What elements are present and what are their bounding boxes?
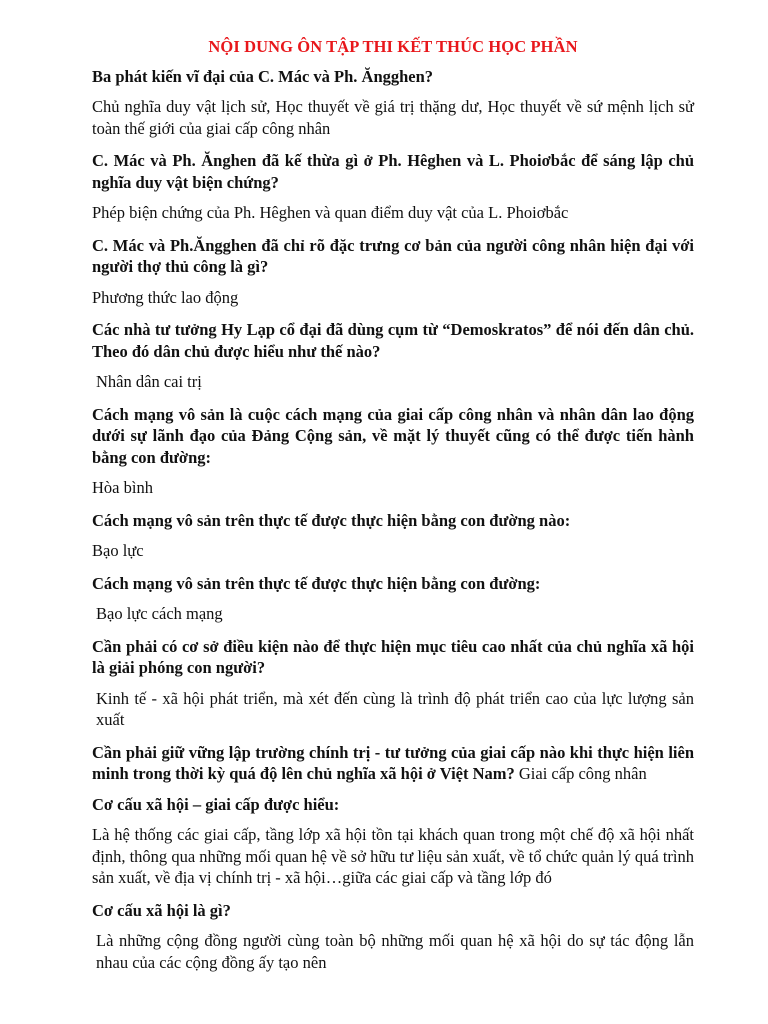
answer-9: Giai cấp công nhân — [518, 764, 647, 783]
answer-8: Kinh tế - xã hội phát triển, mà xét đến cùng là trình độ phát triển cao của lực lượng sản xuất — [96, 688, 694, 729]
question-5: Cách mạng vô sản là cuộc cách mạng của giai cấp công nhân và nhân dân lao động dưới sự lãnh đạo của Đảng Cộng sản, về mặt lý thuyết cũng có thể được tiến hành bằng con đường: — [92, 404, 694, 467]
question-10: Cơ cấu xã hội – giai cấp được hiểu: — [92, 794, 340, 814]
question-11: Cơ cấu xã hội là gì? — [92, 900, 231, 920]
question-7: Cách mạng vô sản trên thực tế được thực hiện bằng con đường: — [92, 573, 541, 593]
answer-10: Là hệ thống các giai cấp, tầng lớp xã hội tồn tại khách quan trong một chế độ xã hội nhất định, thông qua những mối quan hệ về sở hữu tư liệu sản xuất, về tổ chức quản lý quá trình sản xuất, về địa vị chính trị - xã hội…giữa các giai cấp và tầng lớp đó — [92, 825, 694, 887]
answer-4: Nhân dân cai trị — [96, 372, 202, 391]
answer-6: Bạo lực — [92, 541, 144, 560]
question-4: Các nhà tư tưởng Hy Lạp cổ đại đã dùng cụm từ “Demoskratos” để nói đến dân chủ. Theo đó dân chủ được hiểu như thế nào? — [92, 320, 694, 361]
document-title: NỘI DUNG ÔN TẬP THI KẾT THÚC HỌC PHẦN — [208, 37, 578, 56]
answer-2: Phép biện chứng của Ph. Hêghen và quan điểm duy vật của L. Phoiơbắc — [92, 203, 569, 222]
answer-7: Bạo lực cách mạng — [96, 604, 223, 623]
question-1: Ba phát kiến vĩ đại của C. Mác và Ph. Ăngghen? — [92, 66, 434, 86]
answer-1: Chủ nghĩa duy vật lịch sử, Học thuyết về giá trị thặng dư, Học thuyết về sứ mệnh lịch sử toàn thế giới của giai cấp công nhân — [92, 97, 694, 138]
question-2: C. Mác và Ph. Ănghen đã kế thừa gì ở Ph. Hêghen và L. Phoiơbắc để sáng lập chủ nghĩa duy vật biện chứng? — [92, 151, 694, 192]
question-3: C. Mác và Ph.Ăngghen đã chỉ rõ đặc trưng cơ bản của người công nhân hiện đại với người thợ thủ công là gì? — [92, 235, 694, 276]
question-9 — [92, 742, 694, 785]
answer-5: Hòa bình — [92, 478, 153, 497]
question-8: Cần phải có cơ sở điều kiện nào để thực hiện mục tiêu cao nhất của chủ nghĩa xã hội là giải phóng con người? — [92, 636, 694, 677]
answer-11: Là những cộng đồng người cùng toàn bộ những mối quan hệ xã hội do sự tác động lẫn nhau của các cộng đồng ấy tạo nên — [96, 931, 694, 972]
question-6: Cách mạng vô sản trên thực tế được thực hiện bằng con đường nào: — [92, 510, 571, 530]
question-9-text: Cần phải giữ vững lập trường chính trị - tư tưởng của giai cấp nào khi thực hiện liên minh trong thời kỳ quá độ lên chủ nghĩa xã hội ở Việt Nam? — [92, 742, 694, 783]
answer-3: Phương thức lao động — [92, 287, 239, 307]
